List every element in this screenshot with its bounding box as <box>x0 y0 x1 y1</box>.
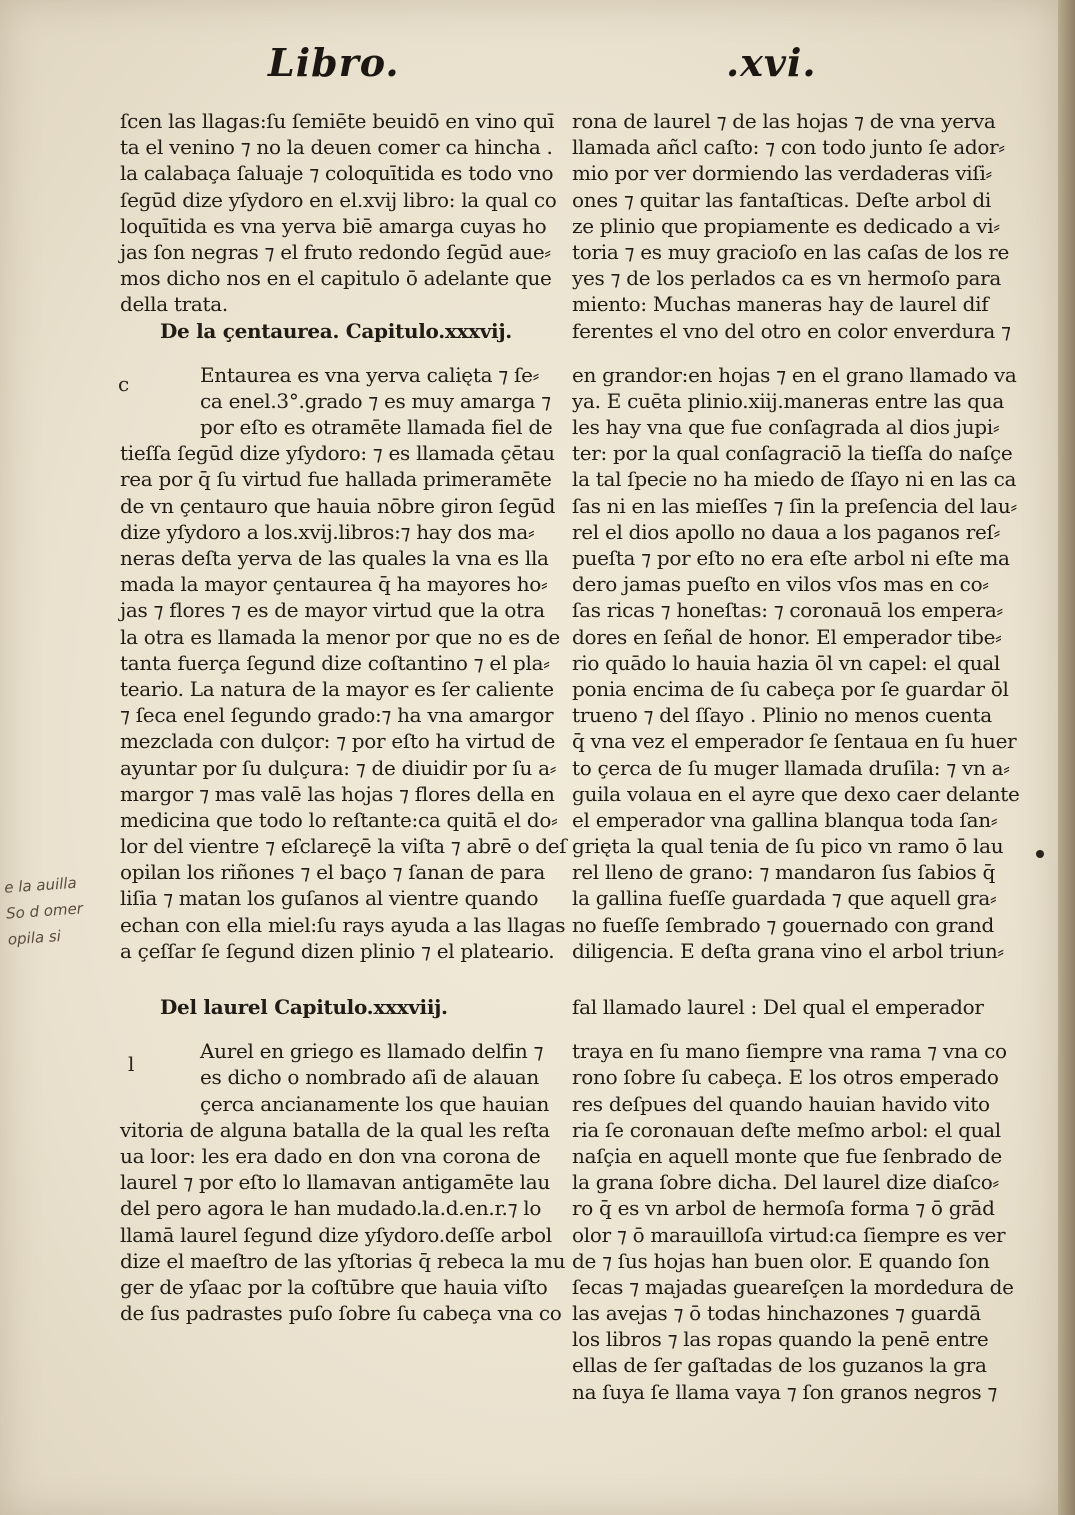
right-column-line: ſas ni en las mieſſes ⁊ ſin la preſencia del lau⸗ <box>572 493 1017 518</box>
left-column-line: tieſſa ſegūd dize yſydoro: ⁊ es llamada çētau <box>120 441 555 466</box>
right-column-line: ze plinio que propiamente es dedicado a vi⸗ <box>572 213 1000 238</box>
left-column-line: llamā laurel ſegund dize yſydoro.deſſe arbol <box>120 1222 552 1247</box>
ink-spot <box>1036 850 1044 858</box>
left-column-line: della trata. <box>120 292 228 317</box>
right-column-line: mio por ver dormiendo las verdaderas viſi⸗ <box>572 161 992 186</box>
left-column-line: neras deſta yerva de las quales la vna es lla <box>120 546 549 570</box>
left-column-line: mada la mayor çentaurea q̄ ha mayores ho⸗ <box>120 572 548 597</box>
right-column-line: en grandor:en hojas ⁊ en el grano llamado va <box>572 362 1017 387</box>
right-column-line: rio quādo lo hauia hazia ōl vn capel: el qual <box>572 650 1001 675</box>
right-column-line: toria ⁊ es muy gracioſo en las caſas de los re <box>572 239 1010 264</box>
right-column-line: diligencia. E deſta grana vino el arbol triun⸗ <box>572 938 1004 963</box>
left-column-line: ger de yſaac por la coſtūbre que hauia viſto <box>120 1274 548 1299</box>
left-column-line: lor del vientre ⁊ eſclareçē la viſta ⁊ abrē o deſ <box>120 834 567 859</box>
left-column-line: ua loor: les era dado en don vna corona de <box>120 1143 541 1168</box>
left-column-line: ca enel.3°.grado ⁊ es muy amarga ⁊ <box>200 388 551 413</box>
right-column-line: el emperador vna gallina blanqua toda ſan⸗ <box>572 807 998 832</box>
right-column-line: ellas de ſer gaſtadas de los guzanos la gra <box>572 1353 987 1378</box>
running-head-left: Libro. <box>268 40 400 85</box>
right-column-line: miento: Muchas maneras hay de laurel dif <box>572 292 989 317</box>
right-column-line: los libros ⁊ las ropas quando la penē entre <box>572 1327 989 1352</box>
left-column-line: es dicho o nombrado aſi de alauan <box>200 1065 540 1090</box>
right-column-line: ones ⁊ quitar las fantaſticas. Deſte arbol di <box>572 187 991 212</box>
left-column-line: çerca ancianamente los que hauian <box>200 1091 550 1116</box>
right-column-line: guila volaua en el ayre que dexo caer delante <box>572 781 1020 806</box>
left-column-line: ayuntar por ſu dulçura: ⁊ de diuidir por ſu a⸗ <box>120 755 557 780</box>
left-column-line: a çeſſar ſe ſegund dizen plinio ⁊ el plateario. <box>120 938 555 963</box>
left-column-line: laurel ⁊ por eſto lo llamavan antigamēte lau <box>120 1170 550 1195</box>
left-column-line: teario. La natura de la mayor es ſer caliente <box>120 676 554 701</box>
left-column-line: ta el venino ⁊ no la deuen comer ca hincha . <box>120 135 553 160</box>
left-column-line: loquītida es vna yerva biē amarga cuyas ho <box>120 213 547 238</box>
right-column-line: olor ⁊ ō marauilloſa virtud:ca ſiempre es ver <box>572 1222 1006 1247</box>
left-column-line: mos dicho nos en el capitulo ō adelante que <box>120 266 552 291</box>
running-head-right: .xvi. <box>726 40 817 85</box>
right-column-line: no fueſſe ſembrado ⁊ gouernado con grand <box>572 912 994 937</box>
page-edge <box>1058 0 1075 1515</box>
right-column-line: ria ſe coronauan deſte meſmo arbol: el qual <box>572 1117 1001 1142</box>
right-column-line: ter: por la qual conſagraciō la tieſſa do naſçe <box>572 441 1013 466</box>
right-column-line: la grana ſobre dicha. Del laurel dize diaſco⸗ <box>572 1170 999 1195</box>
right-column-line: pueſta ⁊ por eſto no era eſte arbol ni eſte ma <box>572 546 1010 570</box>
left-column-line: opilan los riñones ⁊ el baço ⁊ ſanan de para <box>120 860 545 885</box>
right-column-line: res deſpues del quando hauian havido vito <box>572 1091 990 1116</box>
right-column-line: de ⁊ ſus hojas han buen olor. E quando ſon <box>572 1248 990 1273</box>
right-column-line: ſecas ⁊ majadas gueareſçen la mordedura de <box>572 1274 1014 1299</box>
left-column-line: de ſus padrastes puſo ſobre ſu cabeça vna co <box>120 1301 562 1326</box>
right-column-line: rono ſobre ſu cabeça. E los otros emperado <box>572 1065 999 1090</box>
left-column-line: rea por q̄ ſu virtud fue hallada primeramēte <box>120 467 552 492</box>
right-column-line: llamada añcl caſto: ⁊ con todo junto ſe ador⸗ <box>572 135 1005 160</box>
left-column-line: margor ⁊ mas valē las hojas ⁊ flores della en <box>120 781 555 806</box>
right-column-line: ferentes el vno del otro en color enverdura ⁊ <box>572 318 1011 343</box>
left-column-line: tanta fuerça ſegund dize coſtantino ⁊ el pla⸗ <box>120 650 550 675</box>
left-column-line: medicina que todo lo reſtante:ca quitā el do⸗ <box>120 807 558 832</box>
left-column-line: liſia ⁊ matan los guſanos al vientre quando <box>120 886 539 911</box>
left-column-line: vitoria de alguna batalla de la qual les reſta <box>120 1117 550 1142</box>
right-column-line: ponia encima de ſu cabeça por ſe guardar ōl <box>572 676 1009 701</box>
left-column-line: ſegūd dize yſydoro en el.xvij libro: la qual co <box>120 187 557 212</box>
right-column-line: yes ⁊ de los perlados ca es vn hermoſo para <box>572 266 1001 291</box>
right-column-line: rona de laurel ⁊ de las hojas ⁊ de vna yerva <box>572 109 996 133</box>
left-column-line: del pero agora le han mudado.la.d.en.r.⁊ lo <box>120 1196 542 1221</box>
left-column-line: Aurel en griego es llamado delfin ⁊ <box>200 1039 544 1064</box>
left-column-line: Entaurea es vna yerva calięta ⁊ ſe⸗ <box>200 362 539 387</box>
right-column-line: la gallina fueſſe guardada ⁊ que aquell gra⸗ <box>572 886 997 911</box>
right-column-line: rel el dios apollo no daua a los paganos reſ⸗ <box>572 519 1001 544</box>
right-column-line: grięta la qual tenia de ſu pico vn ramo ō lau <box>572 834 1004 859</box>
left-column-line: Del laurel Capitulo.xxxviij. <box>160 995 448 1019</box>
left-column-line: echan con ella miel:ſu rays ayuda a las llagas <box>120 912 566 937</box>
right-column-line: ro q̄ es vn arbol de hermoſa forma ⁊ ō grād <box>572 1196 995 1221</box>
right-column-line: ſas ricas ⁊ honeſtas: ⁊ coronauā los empera⸗ <box>572 598 1003 623</box>
left-column-line: por eſto es otramēte llamada fiel de <box>200 415 553 440</box>
right-column-line: dores en ſeñal de honor. El emperador tibe⸗ <box>572 624 1002 649</box>
right-column <box>572 108 1020 1405</box>
right-column-line: las avejas ⁊ ō todas hinchazones ⁊ guardā <box>572 1301 981 1326</box>
right-column-line: traya en ſu mano ſiempre vna rama ⁊ vna co <box>572 1039 1007 1064</box>
left-column-line: jas ⁊ flores ⁊ es de mayor virtud que la otra <box>120 598 545 623</box>
left-column-line: la otra es llamada la menor por que no es de <box>120 624 560 649</box>
right-column-line: na ſuya ſe llama vaya ⁊ ſon granos negros ⁊ <box>572 1379 997 1404</box>
left-column-line: la calabaça ſaluaje ⁊ coloquītida es todo vno <box>120 161 554 186</box>
right-column-line: trueno ⁊ del ſſayo . Plinio no menos cuenta <box>572 703 992 728</box>
right-column-line: les hay vna que fue conſagrada al dios jupi⸗ <box>572 415 1000 440</box>
left-column-line: jas ſon negras ⁊ el fruto redondo ſegūd aue⸗ <box>120 239 551 264</box>
right-column-line: ya. E cuēta plinio.xiij.maneras entre las qua <box>572 388 1004 413</box>
left-column-line: ⁊ ſeca enel ſegundo grado:⁊ ha vna amargor <box>120 703 554 728</box>
right-column-line: dero jamas pueſto en vilos vſos mas en co⸗ <box>572 572 989 597</box>
guide-letter-l: l <box>128 1052 135 1076</box>
right-column-line: fal llamado laurel : Del qual el emperador <box>572 995 984 1019</box>
marginal-annotation: e la auilla So d omer opila si <box>3 873 84 949</box>
left-column-line: mezclada con dulçor: ⁊ por eſto ha virtud de <box>120 729 556 754</box>
right-column-line: to çerca de ſu muger llamada druſila: ⁊ vn a⸗ <box>572 755 1010 780</box>
right-column-line: q̄ vna vez el emperador ſe ſentaua en ſu huer <box>572 729 1017 754</box>
left-column <box>120 108 567 1326</box>
guide-letter-c: c <box>118 372 130 396</box>
right-column-line: la tal ſpecie no ha miedo de ſſayo ni en las ca <box>572 467 1017 492</box>
left-column-line: dize yſydoro a los.xvij.libros:⁊ hay dos ma⸗ <box>120 519 535 544</box>
left-column-line: De la çentaurea. Capitulo.xxxvij. <box>160 318 512 343</box>
left-column-line: de vn çentauro que hauia nōbre giron ſegūd <box>120 493 556 518</box>
right-column-line: rel lleno de grano: ⁊ mandaron ſus ſabios q̄ <box>572 860 995 885</box>
left-column-line: ſcen las llagas:ſu ſemiēte beuidō en vino quī <box>120 109 555 133</box>
right-column-line: naſçia en aquell monte que fue ſenbrado de <box>572 1143 1002 1168</box>
running-head <box>0 40 1058 100</box>
left-column-line: dize el maeſtro de las yſtorias q̄ rebeca la mu <box>120 1248 566 1273</box>
